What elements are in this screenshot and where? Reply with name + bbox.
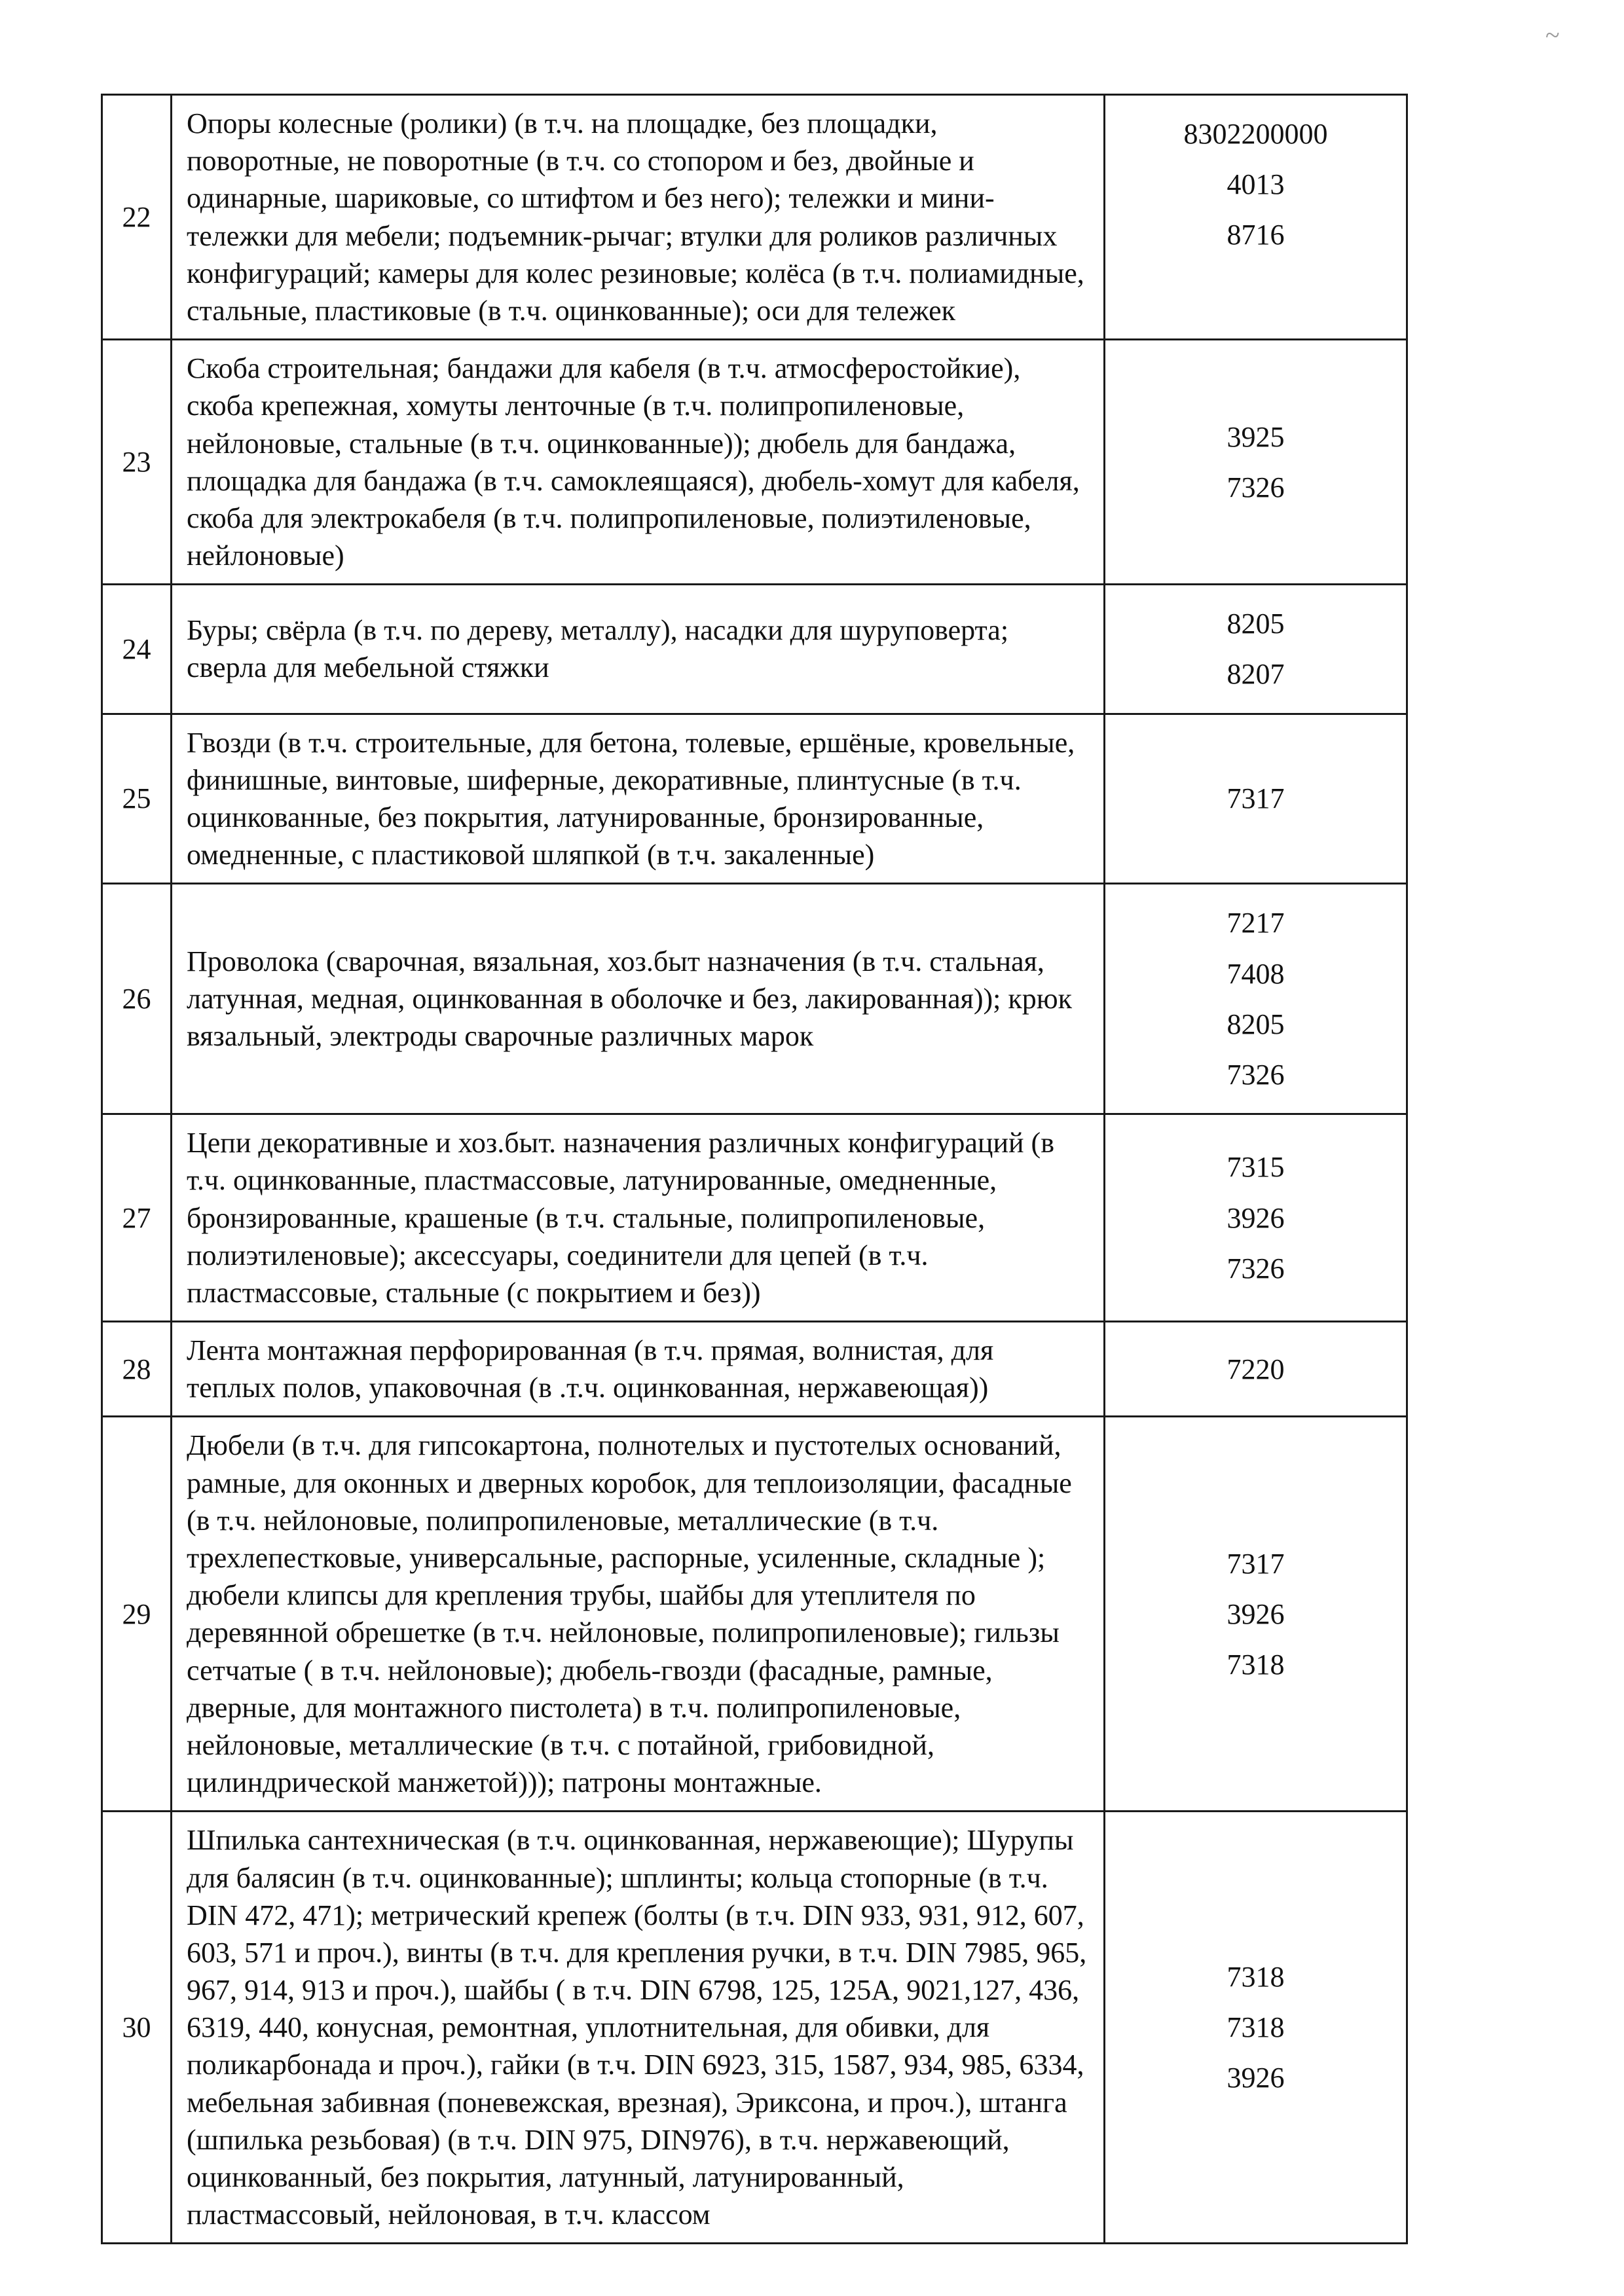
- table-row: [102, 1812, 1407, 2244]
- code-value: 4013: [1227, 168, 1285, 201]
- table-row: [102, 884, 1407, 1114]
- table-row: [102, 714, 1407, 884]
- row-number: 24: [102, 585, 172, 714]
- row-number: 23: [102, 340, 172, 585]
- code-value: 8302200000: [1183, 118, 1328, 150]
- row-codes: [1105, 1322, 1407, 1417]
- code-value: 8205: [1227, 608, 1285, 640]
- table-row: [102, 340, 1407, 585]
- row-codes: [1105, 95, 1407, 340]
- code-value: 7317: [1227, 1547, 1285, 1580]
- table-row: [102, 585, 1407, 714]
- code-value: 7217: [1227, 907, 1285, 939]
- code-value: 3926: [1227, 2062, 1285, 2094]
- code-value: 7318: [1227, 2011, 1285, 2044]
- row-description: Проволока (сварочная, вязальная, хоз.быт назначения (в т.ч. стальная, латунная, медная, оцинкованная в оболочке и без, лакированная)); крюк вязальный, электроды сварочные различных марок: [172, 884, 1105, 1114]
- table-row: [102, 1417, 1407, 1812]
- row-codes: [1105, 884, 1407, 1114]
- code-value: 7315: [1227, 1151, 1285, 1184]
- row-number: 28: [102, 1322, 172, 1417]
- row-number: 25: [102, 714, 172, 884]
- row-codes: [1105, 1417, 1407, 1812]
- row-number: 22: [102, 95, 172, 340]
- row-number: 27: [102, 1114, 172, 1322]
- row-description: Гвозди (в т.ч. строительные, для бетона, толевые, ершёные, кровельные, финишные, винтовые, шиферные, декоративные, плинтусные (в т.ч. оцинкованные, без покрытия, латунированные, бронзированные, омедненные, с пластиковой шляпкой (в т.ч. закаленные): [172, 714, 1105, 884]
- code-value: 3925: [1227, 420, 1285, 453]
- row-description: Скоба строительная; бандажи для кабеля (в т.ч. атмосферостойкие), скоба крепежная, хомуты ленточные (в т.ч. полипропиленовые, нейлоновые, стальные (в т.ч. оцинкованные)); дюбель для бандажа, площадка для бандажа (в т.ч. самоклеящаяся), дюбель-хомут для кабеля, скоба для электрокабеля (в т.ч. полипропиленовые, полиэтиленовые, нейлоновые): [172, 340, 1105, 585]
- code-value: 7408: [1227, 957, 1285, 990]
- code-value: 7326: [1227, 1058, 1285, 1091]
- row-description: Шпилька сантехническая (в т.ч. оцинкованная, нержавеющие); Шурупы для балясин (в т.ч. оцинкованные); шплинты; кольца стопорные (в т.ч. DIN 472, 471); метрический крепеж (болты (в т.ч. DIN 933, 931, 912, 607, 603, 571 и проч.), винты (в т.ч. для крепления ручки, в т.ч. DIN 7985, 965, 967, 914, 913 и проч.), шайбы ( в т.ч. DIN 6798, 125, 125А, 9021,127, 436, 6319, 440, конусная, ремонтная, уплотнительная, для обивки, для поликарбонада и проч.), гайки (в т.ч. DIN 6923, 315, 1587, 934, 985, 6334, мебельная забивная (поневежская, врезная), Эриксона, и проч.), штанга (шпилька резьбовая) (в т.ч. DIN 975, DIN976), в т.ч. нержавеющий, оцинкованный, без покрытия, латунный, латунированный, пластмассовый, нейлоновая, в т.ч. классом: [172, 1812, 1105, 2244]
- code-value: 8205: [1227, 1008, 1285, 1040]
- code-value: 7318: [1227, 1648, 1285, 1681]
- code-value: 7318: [1227, 1961, 1285, 1994]
- row-number: 26: [102, 884, 172, 1114]
- row-codes: [1105, 714, 1407, 884]
- row-codes: [1105, 1812, 1407, 2244]
- row-description: Опоры колесные (ролики) (в т.ч. на площадке, без площадки, поворотные, не поворотные (в т.ч. со стопором и без, двойные и одинарные, шариковые, со штифтом и без него); тележки и мини-тележки для мебели; подъемник-рычаг; втулки для роликов различных конфигураций; камеры для колес резиновые; колёса (в т.ч. полиамидные, стальные, пластиковые (в т.ч. оцинкованные); оси для тележек: [172, 95, 1105, 340]
- code-value: 7317: [1227, 782, 1285, 815]
- table-row: [102, 1114, 1407, 1322]
- row-number: 29: [102, 1417, 172, 1812]
- table-row: [102, 95, 1407, 340]
- code-value: 7220: [1227, 1353, 1285, 1385]
- scan-artifact: ~: [1545, 20, 1560, 50]
- code-value: 3926: [1227, 1201, 1285, 1234]
- row-description: Буры; свёрла (в т.ч. по дереву, металлу), насадки для шуруповерта; сверла для мебельной стяжки: [172, 585, 1105, 714]
- row-description: Лента монтажная перфорированная (в т.ч. прямая, волнистая, для теплых полов, упаковочная (в .т.ч. оцинкованная, нержавеющая)): [172, 1322, 1105, 1417]
- code-value: 7326: [1227, 471, 1285, 503]
- row-description: Цепи декоративные и хоз.быт. назначения различных конфигураций (в т.ч. оцинкованные, пластмассовые, латунированные, омедненные, бронзированные, крашеные (в т.ч. стальные, полипропиленовые, полиэтиленовые); аксессуары, соединители для цепей (в т.ч. пластмассовые, стальные (с покрытием и без)): [172, 1114, 1105, 1322]
- row-description: Дюбели (в т.ч. для гипсокартона, полнотелых и пустотелых оснований, рамные, для оконных и дверных коробок, для теплоизоляции, фасадные (в т.ч. нейлоновые, полипропиленовые, металлические (в т.ч. трехлепестковые, универсальные, распорные, усиленные, складные ); дюбели клипсы для крепления трубы, шайбы для утеплителя по деревянной обрешетке (в т.ч. нейлоновые, полипропиленовые); гильзы сетчатые ( в т.ч. нейлоновые); дюбель-гвозди (фасадные, рамные, дверные, для монтажного пистолета) в т.ч. полипропиленовые, нейлоновые, металлические (в т.ч. с потайной, грибовидной, цилиндрической манжетой))); патроны монтажные.: [172, 1417, 1105, 1812]
- goods-table: [101, 94, 1408, 2244]
- row-codes: [1105, 585, 1407, 714]
- code-value: 3926: [1227, 1597, 1285, 1630]
- row-number: 30: [102, 1812, 172, 2244]
- code-value: 7326: [1227, 1252, 1285, 1285]
- code-value: 8207: [1227, 658, 1285, 691]
- row-codes: [1105, 340, 1407, 585]
- goods-table-body: [102, 95, 1407, 2244]
- table-row: [102, 1322, 1407, 1417]
- row-codes: [1105, 1114, 1407, 1322]
- code-value: 8716: [1227, 219, 1285, 251]
